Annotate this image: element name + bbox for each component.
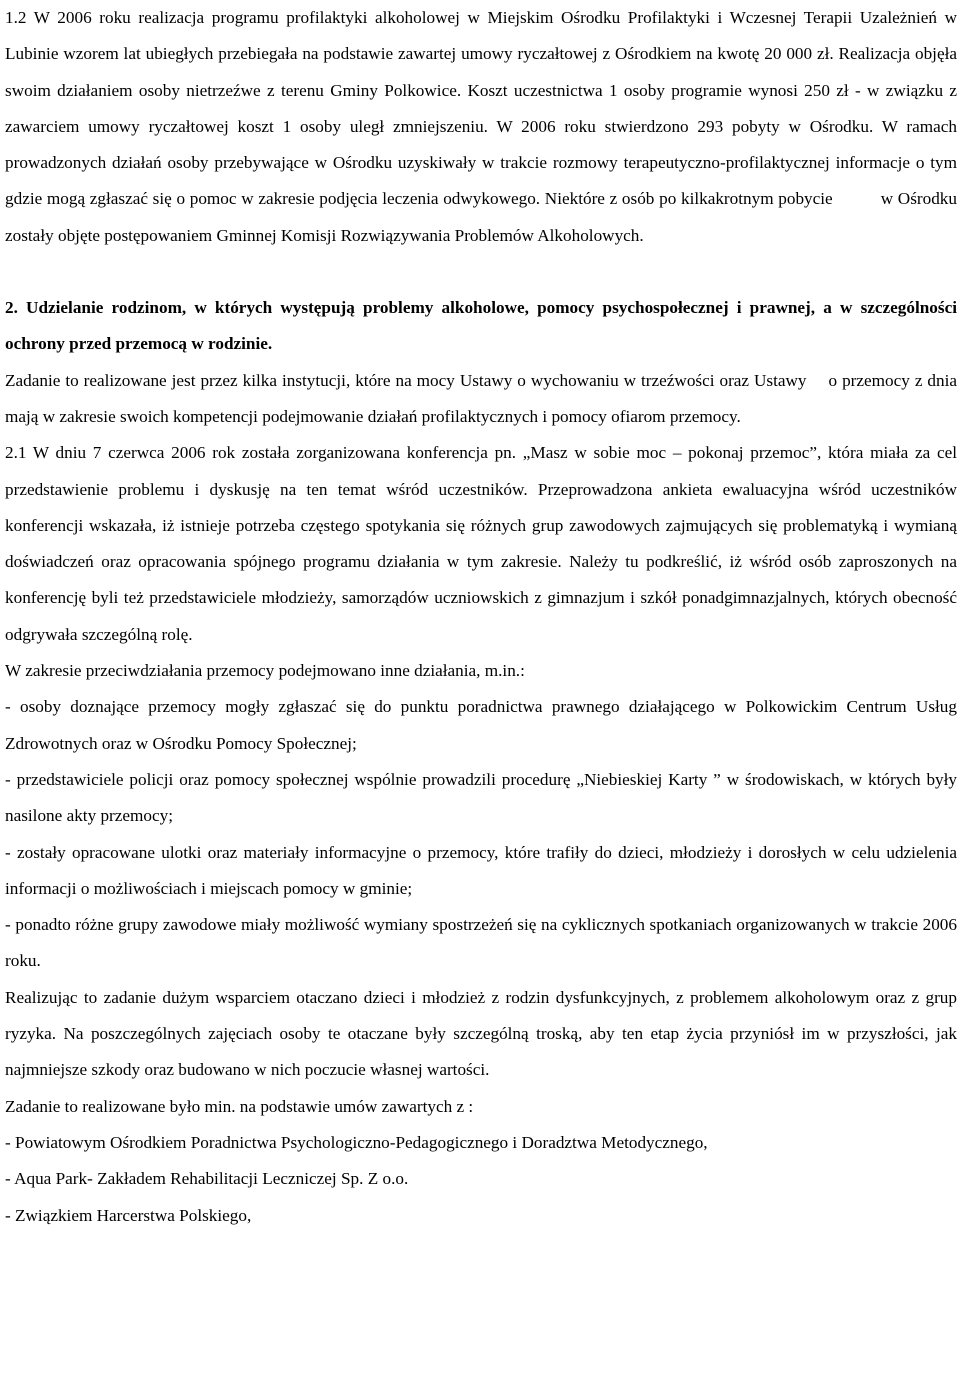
- paragraph-1-2: [5, 0, 957, 254]
- document-page: [5, 0, 957, 1234]
- contract-item: - Związkiem Harcerstwa Polskiego,: [5, 1205, 252, 1225]
- paragraph-1-2-text: 1.2 W 2006 roku realizacja programu profilaktyki alkoholowej w Miejskim Ośrodku Profilaktyki i Wczesnej Terapii Uzależnień w Lubinie wzorem lat ubiegłych przebiegała na podstawie zawartej umowy ryczałtowej z Ośrodkiem na kwotę 20 000 zł. Realizacja objęła swoim działaniem osoby nietrzeźwe z terenu Gminy Polkowice. Koszt uczestnictwa 1 osoby programie wynosi 250 zł - w związku z zawarciem umowy ryczałtowej koszt 1 osoby uległ zmniejszeniu. W 2006 roku stwierdzono 293 pobyty w Ośrodku. W ramach prowadzonych działań osoby przebywające w Ośrodku uzyskiwały w trakcie rozmowy terapeutyczno-profilaktycznej informacje o tym gdzie mogą zgłaszać się o pomoc w zakresie podjęcia leczenia odwykowego. Niektóre z osób po kilkakrotnym pobycie: [5, 8, 957, 209]
- contracts-intro: Zadanie to realizowane było min. na podstawie umów zawartych z :: [5, 1096, 474, 1116]
- other-actions-intro: W zakresie przeciwdziałania przemocy podejmowano inne działania, m.in.:: [5, 661, 525, 681]
- spacer: [5, 254, 957, 290]
- paragraph-1-2-tail: w Ośrodku zostały objęte postępowaniem Gminnej Komisji Rozwiązywania Problemów Alkoholowych.: [5, 189, 957, 245]
- paragraph-2-1: 2.1 W dniu 7 czerwca 2006 rok została zorganizowana konferencja pn. „Masz w sobie moc – pokonaj przemoc”, która miała za cel przedstawienie problemu i dyskusję na ten temat wśród uczestników. Przeprowadzona ankieta ewaluacyjna wśród uczestników konferencji wskazała, iż istnieje potrzeba częstego spotykania się różnych grup zawodowych zajmujących się problematyką i wymianą doświadczeń oraz opracowania spójnego programu działania w tym zakresie. Należy tu podkreślić, iż wśród osób zaproszonych na konferencję byli też przedstawiciele młodzieży, samorządów uczniowskich z gimnazjum i szkół ponadgimnazjalnych, których obecność odgrywała szczególną rolę.: [5, 443, 957, 644]
- bullet-item: - przedstawiciele policji oraz pomocy społecznej wspólnie prowadzili procedurę „Niebieskiej Karty ” w środowiskach, w których były nasilone akty przemocy;: [5, 769, 957, 826]
- contract-item: - Aqua Park- Zakładem Rehabilitacji Leczniczej Sp. Z o.o.: [5, 1169, 409, 1189]
- bullet-item: - zostały opracowane ulotki oraz materiały informacyjne o przemocy, które trafiły do dzieci, młodzieży i dorosłych w celu udzielenia informacji o możliwościach i miejscach pomocy w gminie;: [5, 842, 957, 898]
- section-2-intro-a: Zadanie to realizowane jest przez kilka instytucji, które na mocy Ustawy o wychowaniu w trzeźwości oraz Ustawy: [5, 370, 807, 390]
- bullet-item: - ponadto różne grupy zawodowe miały możliwość wymiany spostrzeżeń się na cyklicznych spotkaniach organizowanych w trakcie 2006 roku.: [5, 915, 957, 971]
- section-2-heading: 2. Udzielanie rodzinom, w których występują problemy alkoholowe, pomocy psychospołecznej i prawnej, a w szczególności ochrony przed przemocą w rodzinie.: [5, 298, 957, 354]
- bullet-item: - osoby doznające przemocy mogły zgłaszać się do punktu poradnictwa prawnego działającego w Polkowickim Centrum Usług Zdrowotnych oraz w Ośrodku Pomocy Społecznej;: [5, 697, 957, 753]
- section-2-intro-b: o przemocy z dnia mają w zakresie swoich kompetencji podejmowanie działań profilaktycznych i pomocy ofiarom przemocy.: [5, 370, 958, 426]
- contract-item: - Powiatowym Ośrodkiem Poradnictwa Psychologiczno-Pedagogicznego i Doradztwa Metodycznego,: [5, 1132, 708, 1152]
- support-paragraph: Realizując to zadanie dużym wsparciem otaczano dzieci i młodzież z rodzin dysfunkcyjnych, z problemem alkoholowym oraz z grup ryzyka. Na poszczególnych zajęciach osoby te otaczane były szczególną troską, aby ten etap życia przyniósł im w przyszłości, jak najmniejsze szkody oraz budowano w nich poczucie własnej wartości.: [5, 987, 957, 1080]
- section-2-intro: [5, 363, 957, 436]
